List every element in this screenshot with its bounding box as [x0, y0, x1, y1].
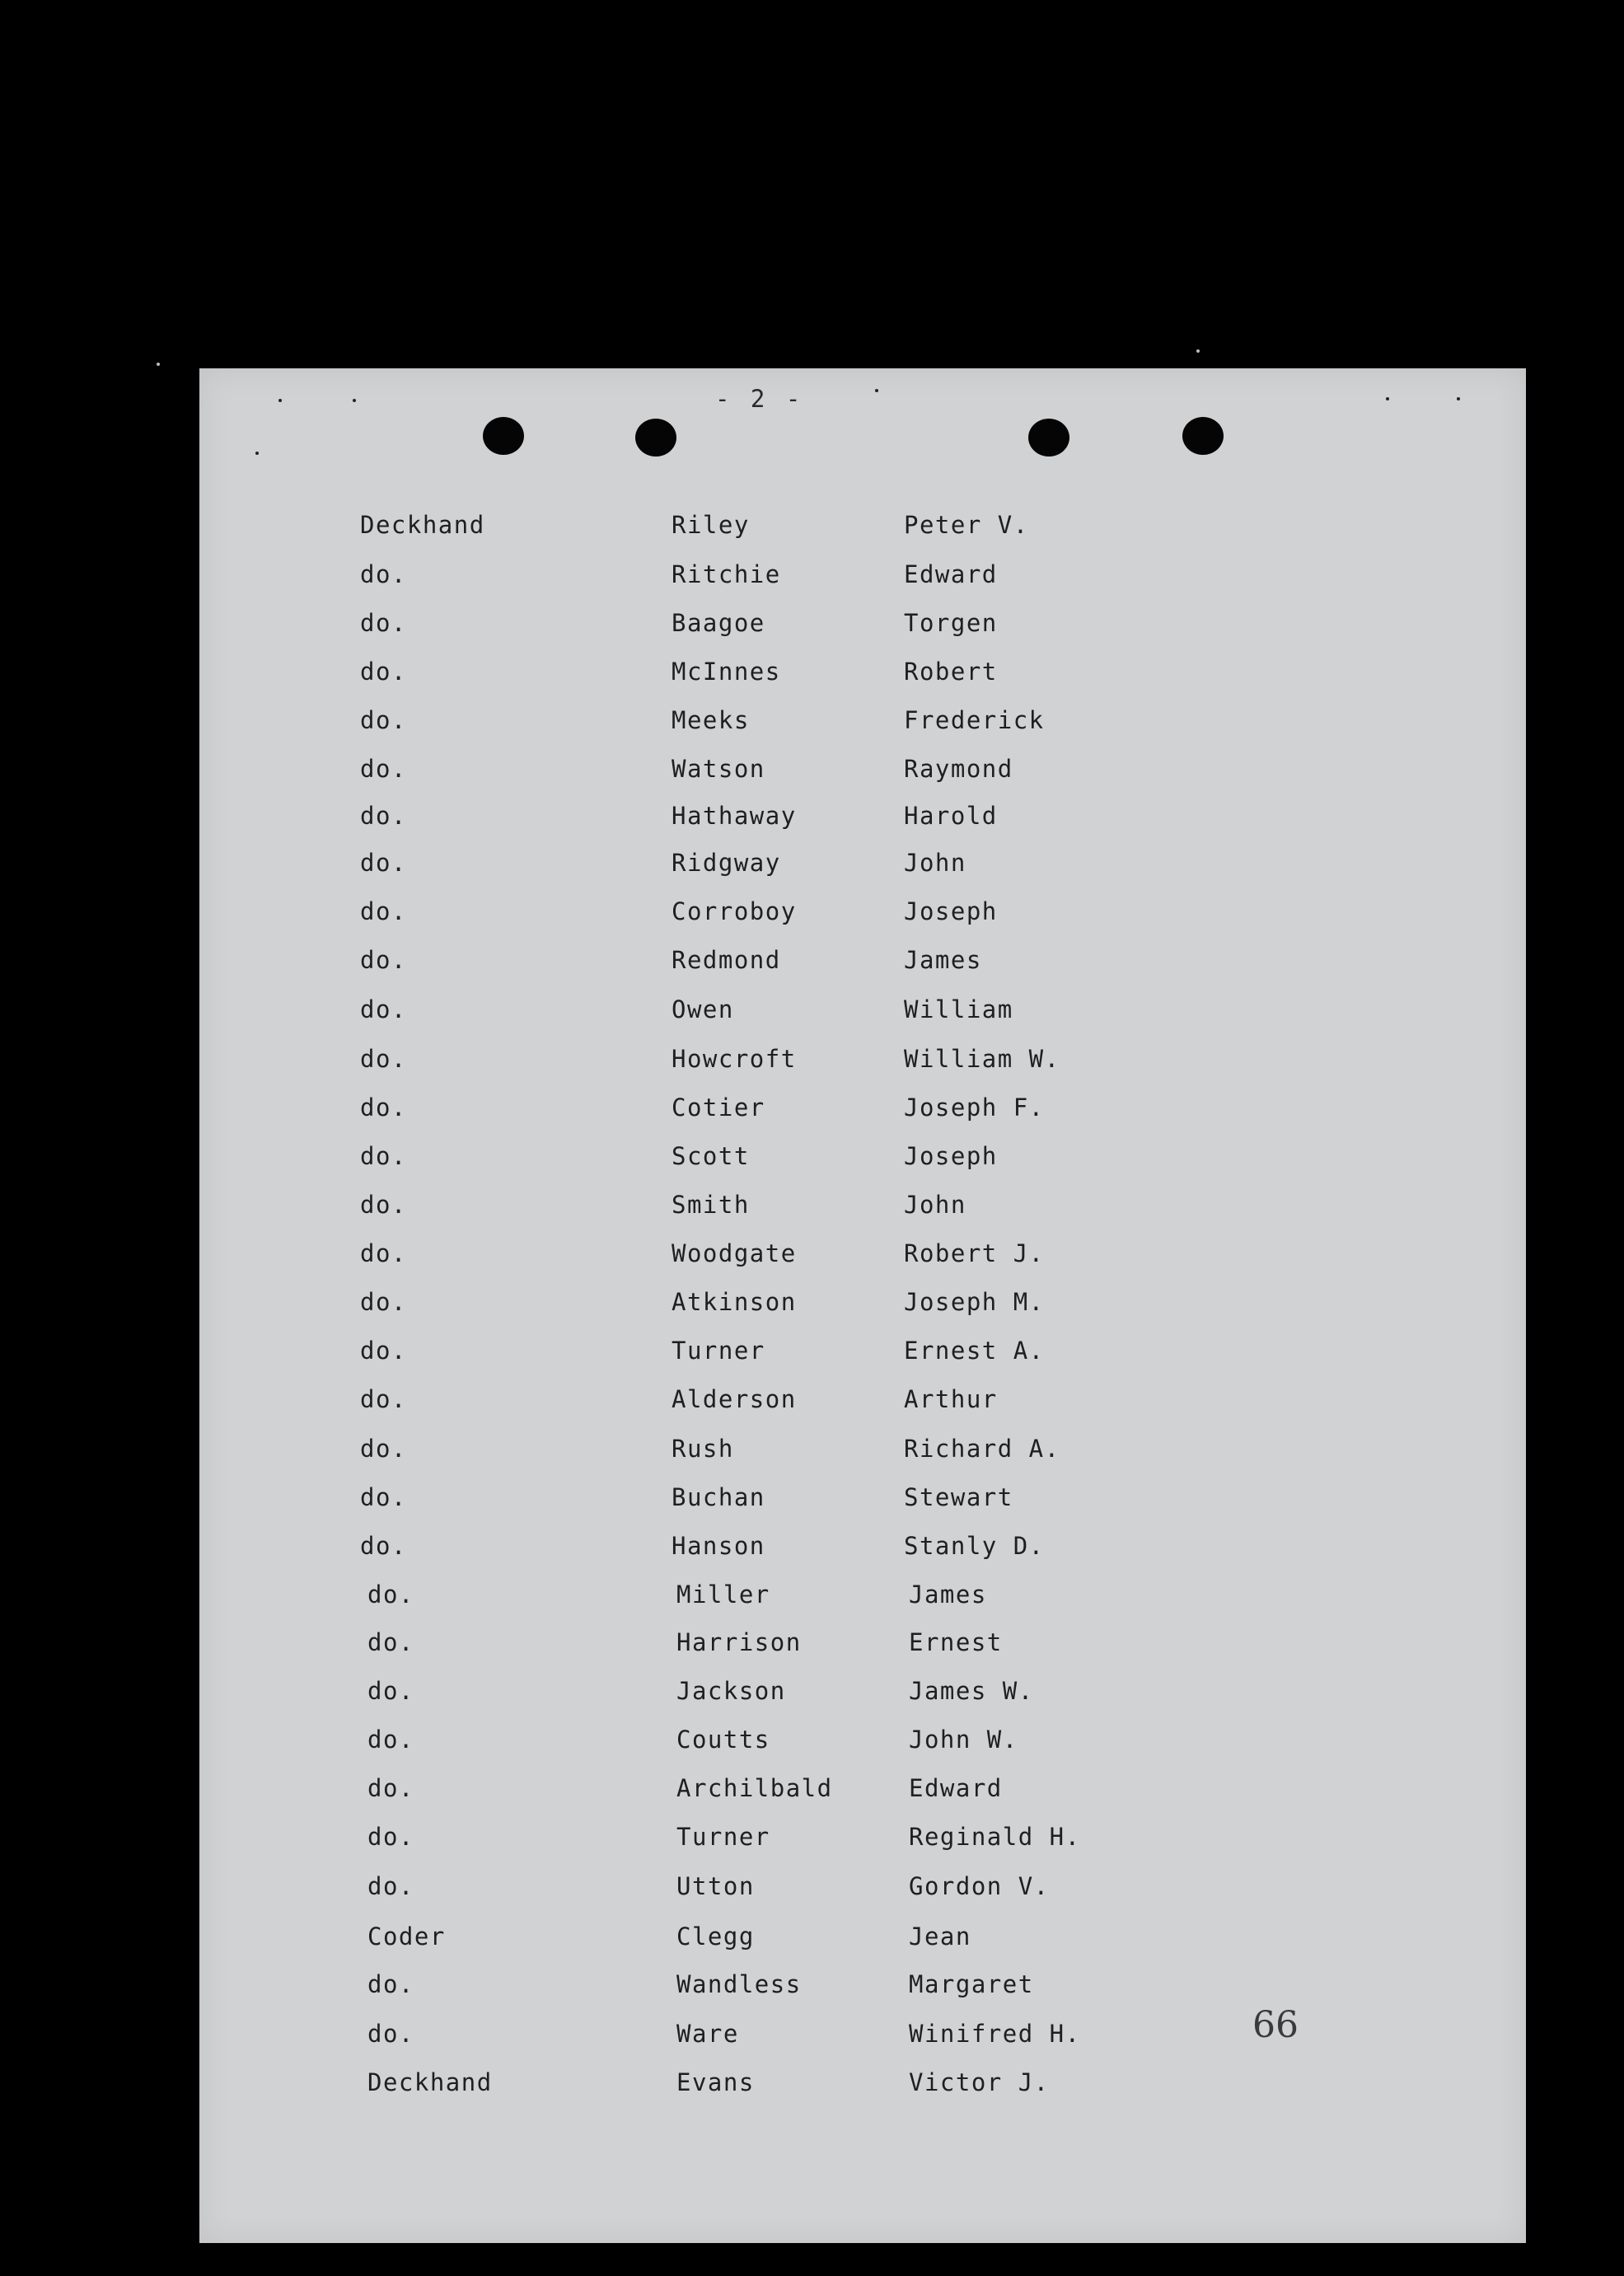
- rating-cell: do.: [360, 1337, 407, 1365]
- given-names-cell: Joseph: [904, 1142, 998, 1170]
- table-row: [0, 1970, 1624, 2003]
- surname-cell: Redmond: [672, 946, 781, 974]
- given-names-cell: Jean: [909, 1922, 971, 1951]
- given-names-cell: John: [904, 1191, 966, 1219]
- given-names-cell: William W.: [904, 1045, 1060, 1073]
- surname-cell: Coutts: [676, 1726, 770, 1754]
- given-names-cell: Stewart: [904, 1483, 1013, 1511]
- surname-cell: Evans: [676, 2068, 755, 2096]
- given-names-cell: Ernest A.: [904, 1337, 1045, 1365]
- given-names-cell: Raymond: [904, 755, 1013, 783]
- speck: [255, 452, 259, 455]
- given-names-cell: Richard A.: [904, 1435, 1060, 1463]
- surname-cell: Clegg: [676, 1922, 755, 1951]
- given-names-cell: James: [904, 946, 982, 974]
- table-row: [0, 560, 1624, 593]
- given-names-cell: Torgen: [904, 609, 998, 637]
- table-row: [0, 946, 1624, 979]
- table-row: [0, 511, 1624, 544]
- table-row: [0, 1872, 1624, 1905]
- speck: [157, 363, 160, 366]
- given-names-cell: John: [904, 849, 966, 877]
- surname-cell: Rush: [672, 1435, 734, 1463]
- rating-cell: do.: [360, 1239, 407, 1267]
- speck: [1457, 397, 1460, 400]
- speck: [353, 399, 356, 402]
- surname-cell: McInnes: [672, 658, 781, 686]
- table-row: [0, 802, 1624, 835]
- given-names-cell: Joseph: [904, 897, 998, 925]
- given-names-cell: James: [909, 1581, 987, 1609]
- given-names-cell: Gordon V.: [909, 1872, 1050, 1900]
- punch-hole-1: [483, 417, 524, 455]
- punch-hole-3: [1028, 419, 1069, 457]
- surname-cell: Woodgate: [672, 1239, 797, 1267]
- rating-cell: do.: [360, 706, 407, 734]
- rating-cell: do.: [360, 1435, 407, 1463]
- given-names-cell: Robert: [904, 658, 998, 686]
- table-row: [0, 1532, 1624, 1565]
- given-names-cell: Harold: [904, 802, 998, 830]
- rating-cell: Deckhand: [367, 2068, 493, 2096]
- given-names-cell: Robert J.: [904, 1239, 1045, 1267]
- table-row: [0, 1726, 1624, 1759]
- rating-cell: do.: [367, 1872, 414, 1900]
- table-row: [0, 1045, 1624, 1078]
- surname-cell: Ritchie: [672, 560, 781, 588]
- rating-cell: Coder: [367, 1922, 446, 1951]
- rating-cell: do.: [360, 560, 407, 588]
- given-names-cell: Edward: [909, 1774, 1003, 1802]
- speck: [1386, 397, 1389, 400]
- given-names-cell: Peter V.: [904, 511, 1029, 539]
- table-row: [0, 755, 1624, 788]
- surname-cell: Ridgway: [672, 849, 781, 877]
- rating-cell: do.: [360, 658, 407, 686]
- surname-cell: Turner: [676, 1823, 770, 1851]
- rating-cell: do.: [360, 1385, 407, 1413]
- table-row: [0, 1191, 1624, 1224]
- table-row: [0, 1823, 1624, 1856]
- table-row: [0, 995, 1624, 1028]
- rating-cell: do.: [367, 1726, 414, 1754]
- rating-cell: do.: [360, 897, 407, 925]
- rating-cell: do.: [367, 1823, 414, 1851]
- surname-cell: Atkinson: [672, 1288, 797, 1316]
- rating-cell: do.: [360, 995, 407, 1023]
- table-row: [0, 706, 1624, 739]
- table-row: [0, 1142, 1624, 1175]
- rating-cell: do.: [360, 802, 407, 830]
- punch-hole-4: [1182, 417, 1224, 455]
- rating-cell: do.: [360, 1094, 407, 1122]
- table-row: [0, 1337, 1624, 1370]
- surname-cell: Ware: [676, 2020, 739, 2048]
- surname-cell: Meeks: [672, 706, 750, 734]
- rating-cell: do.: [360, 1288, 407, 1316]
- rating-cell: do.: [360, 1045, 407, 1073]
- given-names-cell: Margaret: [909, 1970, 1034, 1998]
- surname-cell: Turner: [672, 1337, 765, 1365]
- given-names-cell: William: [904, 995, 1013, 1023]
- page-number: - 2 -: [715, 385, 804, 413]
- rating-cell: do.: [360, 946, 407, 974]
- surname-cell: Harrison: [676, 1628, 802, 1656]
- table-row: [0, 1677, 1624, 1710]
- rating-cell: do.: [360, 609, 407, 637]
- speck: [1196, 349, 1200, 353]
- rating-cell: do.: [367, 1628, 414, 1656]
- given-names-cell: James W.: [909, 1677, 1034, 1705]
- rating-cell: do.: [360, 1532, 407, 1560]
- table-row: [0, 849, 1624, 882]
- surname-cell: Smith: [672, 1191, 750, 1219]
- rating-cell: do.: [367, 1581, 414, 1609]
- surname-cell: Wandless: [676, 1970, 802, 1998]
- given-names-cell: Frederick: [904, 706, 1045, 734]
- table-row: [0, 1483, 1624, 1516]
- given-names-cell: Joseph M.: [904, 1288, 1045, 1316]
- surname-cell: Baagoe: [672, 609, 765, 637]
- surname-cell: Utton: [676, 1872, 755, 1900]
- given-names-cell: John W.: [909, 1726, 1018, 1754]
- surname-cell: Archilbald: [676, 1774, 833, 1802]
- surname-cell: Alderson: [672, 1385, 797, 1413]
- surname-cell: Buchan: [672, 1483, 765, 1511]
- surname-cell: Riley: [672, 511, 750, 539]
- surname-cell: Owen: [672, 995, 734, 1023]
- table-row: [0, 1094, 1624, 1126]
- table-row: [0, 609, 1624, 642]
- table-row: [0, 1385, 1624, 1418]
- given-names-cell: Edward: [904, 560, 998, 588]
- given-names-cell: Stanly D.: [904, 1532, 1045, 1560]
- surname-cell: Howcroft: [672, 1045, 797, 1073]
- given-names-cell: Joseph F.: [904, 1094, 1045, 1122]
- speck: [875, 389, 878, 392]
- given-names-cell: Reginald H.: [909, 1823, 1081, 1851]
- rating-cell: Deckhand: [360, 511, 485, 539]
- given-names-cell: Ernest: [909, 1628, 1003, 1656]
- rating-cell: do.: [367, 2020, 414, 2048]
- rating-cell: do.: [367, 1774, 414, 1802]
- rating-cell: do.: [367, 1677, 414, 1705]
- surname-cell: Scott: [672, 1142, 750, 1170]
- table-row: [0, 1628, 1624, 1661]
- rating-cell: do.: [360, 1191, 407, 1219]
- table-row: [0, 2020, 1624, 2053]
- surname-cell: Hathaway: [672, 802, 797, 830]
- given-names-cell: Victor J.: [909, 2068, 1050, 2096]
- rating-cell: do.: [360, 755, 407, 783]
- rating-cell: do.: [360, 1142, 407, 1170]
- table-row: [0, 1774, 1624, 1807]
- rating-cell: do.: [360, 849, 407, 877]
- surname-cell: Jackson: [676, 1677, 786, 1705]
- speck: [278, 399, 282, 402]
- rating-cell: do.: [367, 1970, 414, 1998]
- table-row: [0, 658, 1624, 691]
- margin-note: 66: [1252, 2004, 1299, 2046]
- surname-cell: Miller: [676, 1581, 770, 1609]
- punch-hole-2: [635, 419, 676, 457]
- table-row: [0, 1239, 1624, 1272]
- table-row: [0, 1288, 1624, 1321]
- surname-cell: Cotier: [672, 1094, 765, 1122]
- table-row: [0, 2068, 1624, 2101]
- table-row: [0, 1922, 1624, 1955]
- surname-cell: Hanson: [672, 1532, 765, 1560]
- surname-cell: Watson: [672, 755, 765, 783]
- table-row: [0, 1581, 1624, 1613]
- table-row: [0, 1435, 1624, 1468]
- given-names-cell: Winifred H.: [909, 2020, 1081, 2048]
- surname-cell: Corroboy: [672, 897, 797, 925]
- given-names-cell: Arthur: [904, 1385, 998, 1413]
- table-row: [0, 897, 1624, 930]
- rating-cell: do.: [360, 1483, 407, 1511]
